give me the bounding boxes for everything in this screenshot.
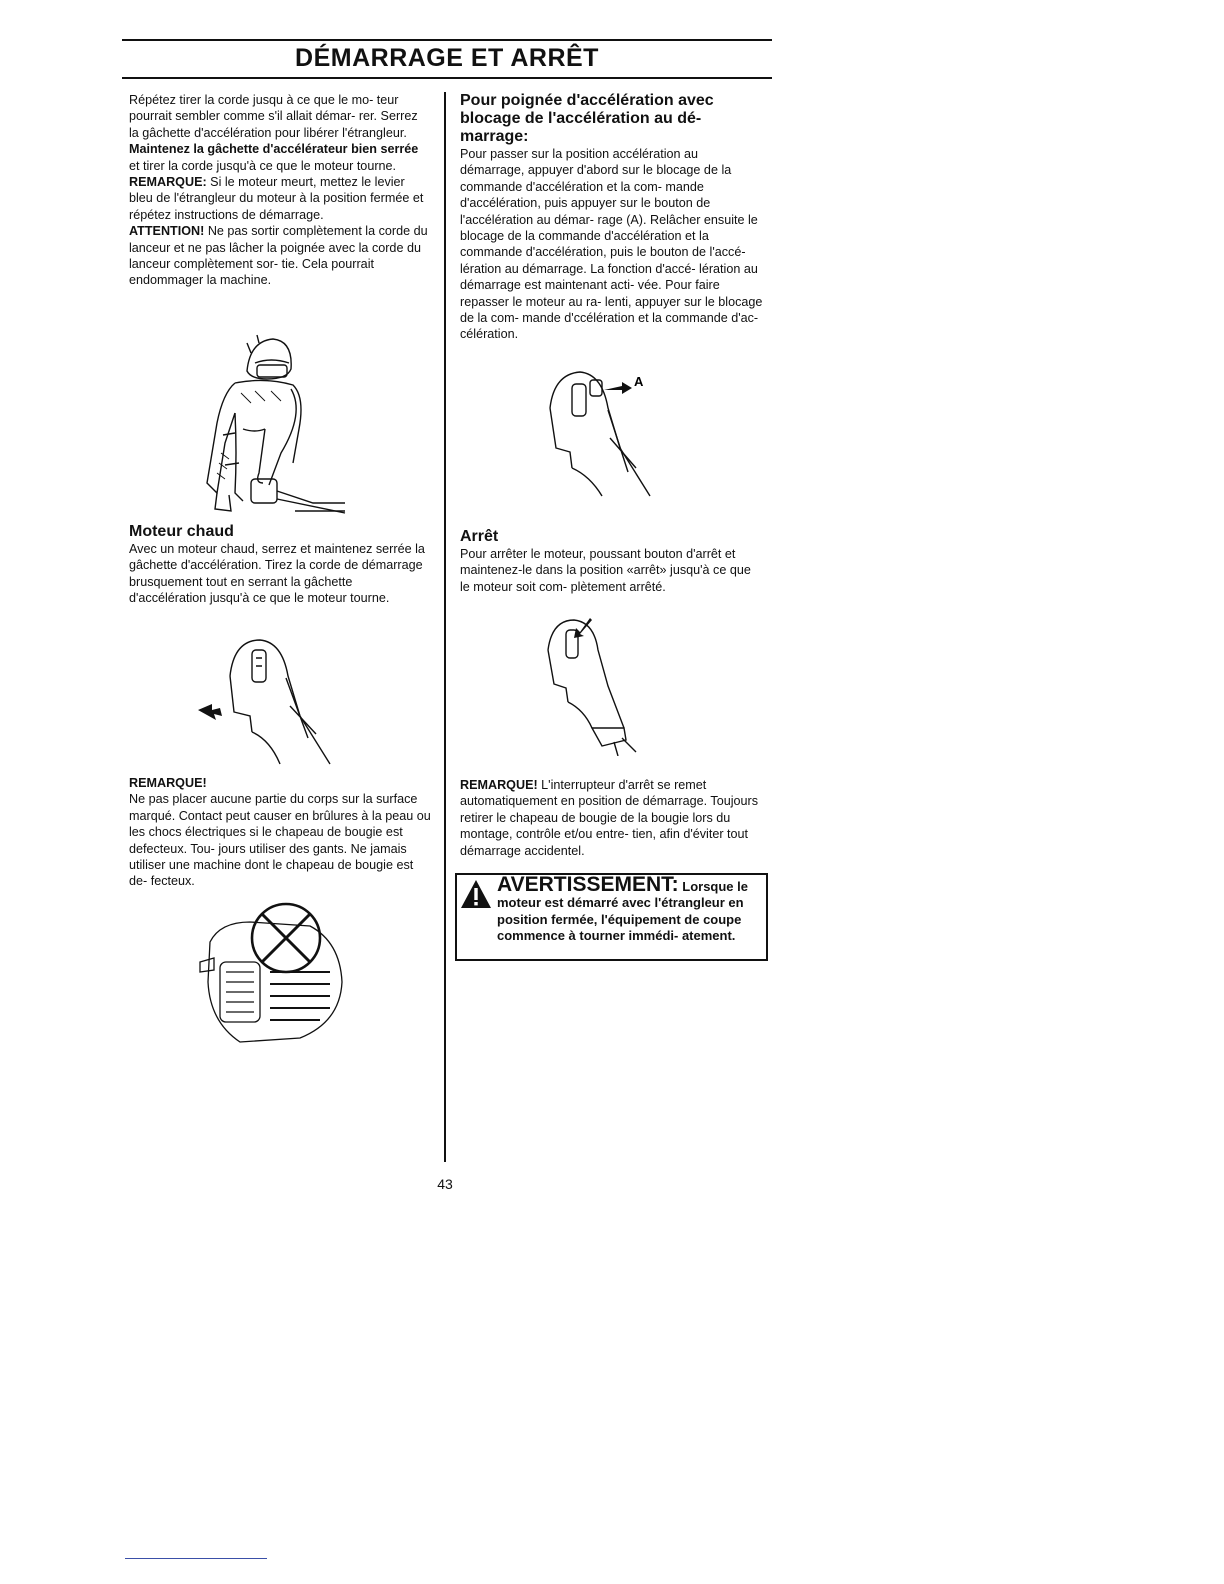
figure-label-a: A <box>634 374 644 389</box>
page-number: 43 <box>437 1176 453 1192</box>
attention-text: Ne pas sortir complètement la corde du lanceur et ne pas lâcher la poignée avec la corde du lanceur complètement sor- tie. Cela pourrait endommager la machine. <box>129 224 428 288</box>
column-divider <box>444 92 446 1162</box>
throttle-lock-text: Pour passer sur la position accélération au démarrage, appuyer d'abord sur le blocage de la commande d'accélération et la com- mande d'accélération, puis appuyer sur le bouton de l'accélération au démar- rage (A). Relâcher ensuite le blocage de la commande d'accélération et la commande d'accélération, puis le bouton de l'accé- lération au démarrage. La fonction d'accé- lération au démarrage est maintenant acti- vée. Pour faire repasser le moteur au ra- lenti, appuyer sur le blocage de la com- mande d'ccélération et la commande d'ac- célération. <box>460 147 763 342</box>
stop-switch-illustration <box>540 616 670 756</box>
warning-box <box>455 873 768 961</box>
throttle-lock-section <box>460 92 764 343</box>
right-note-section <box>460 777 760 859</box>
remarque-text: Si le moteur meurt, mettez le levier bleu de l'étrangleur du moteur à la position fermée et répétez instructions de démarrage. <box>129 175 424 222</box>
operator-starting-illustration <box>195 333 350 523</box>
warning-text <box>497 873 765 945</box>
warning-body: Lorsque le moteur est démarré avec l'étrangleur en position fermée, l'équipement de coupe commence à tourner immédi- atement. <box>497 879 748 944</box>
page-title: DÉMARRAGE ET ARRÊT <box>295 44 599 72</box>
left-intro <box>129 92 429 289</box>
warning-triangle-icon <box>460 879 492 909</box>
left-note-heading <box>129 775 431 791</box>
throttle-handle-illustration-left <box>190 636 335 766</box>
right-note-paragraph <box>460 777 760 859</box>
intro-text-b: et tirer la corde jusqu'à ce que le moteur tourne. <box>129 158 397 173</box>
footer-link-underline <box>125 1558 267 1559</box>
attention-paragraph <box>129 223 429 289</box>
left-note-label: REMARQUE! <box>129 776 207 790</box>
throttle-handle-illustration-a <box>540 368 680 500</box>
left-note-text: Ne pas placer aucune partie du corps sur la surface marqué. Contact peut causer en brûlures à la peau ou les chocs électriques si le chapeau de bougie est defecteux. Tou- jours utiliser des gants. Ne jamais utiliser une machine dont le chapeau de bougie est de- fecteux. <box>129 792 431 889</box>
stop-section <box>460 528 760 595</box>
hot-engine-text: Avec un moteur chaud, serrez et maintenez serrée la gâchette d'accélération. Tirez la corde de démarrage brusquement tout en serrant la gâchette d'accélération jusqu'à ce que le moteur tourne. <box>129 542 425 606</box>
stop-heading: Arrêt <box>460 528 499 545</box>
right-note-label: REMARQUE! <box>460 778 538 792</box>
stop-text: Pour arrêter le moteur, poussant bouton d'arrêt et maintenez-le dans la position «arrêt» jusqu'à ce que le moteur soit com- plètement arrêté. <box>460 547 751 594</box>
attention-label: ATTENTION! <box>129 224 205 239</box>
top-rule <box>122 39 772 41</box>
intro-paragraph <box>129 92 429 174</box>
title-rule <box>122 77 772 79</box>
intro-text-bold: Maintenez la gâchette d'accélérateur bien serrée <box>129 142 419 157</box>
warning-title: AVERTISSEMENT: <box>497 873 679 896</box>
hot-engine-heading: Moteur chaud <box>129 523 234 540</box>
intro-text-a: Répétez tirer la corde jusqu à ce que le mo- teur pourrait sembler comme s'il allait démar- rer. Serrez la gâchette d'accélération pour libérer l'étrangleur. <box>129 93 418 140</box>
right-note-text: L'interrupteur d'arrêt se remet automatiquement en position de démarrage. Toujours retirer le chapeau de bougie de la bougie lors du montage, contrôle et/ou entre- tien, afin d'éviter tout démarrage accidentel. <box>460 778 759 858</box>
hot-engine-section <box>129 523 429 607</box>
left-note-section <box>129 775 431 890</box>
remarque-paragraph <box>129 174 429 223</box>
remarque-label: REMARQUE: <box>129 175 207 190</box>
throttle-lock-heading: Pour poignée d'accélération avec blocage de l'accélération au dé- marrage: <box>460 92 714 145</box>
spark-plug-cap-warning-illustration <box>190 902 350 1047</box>
